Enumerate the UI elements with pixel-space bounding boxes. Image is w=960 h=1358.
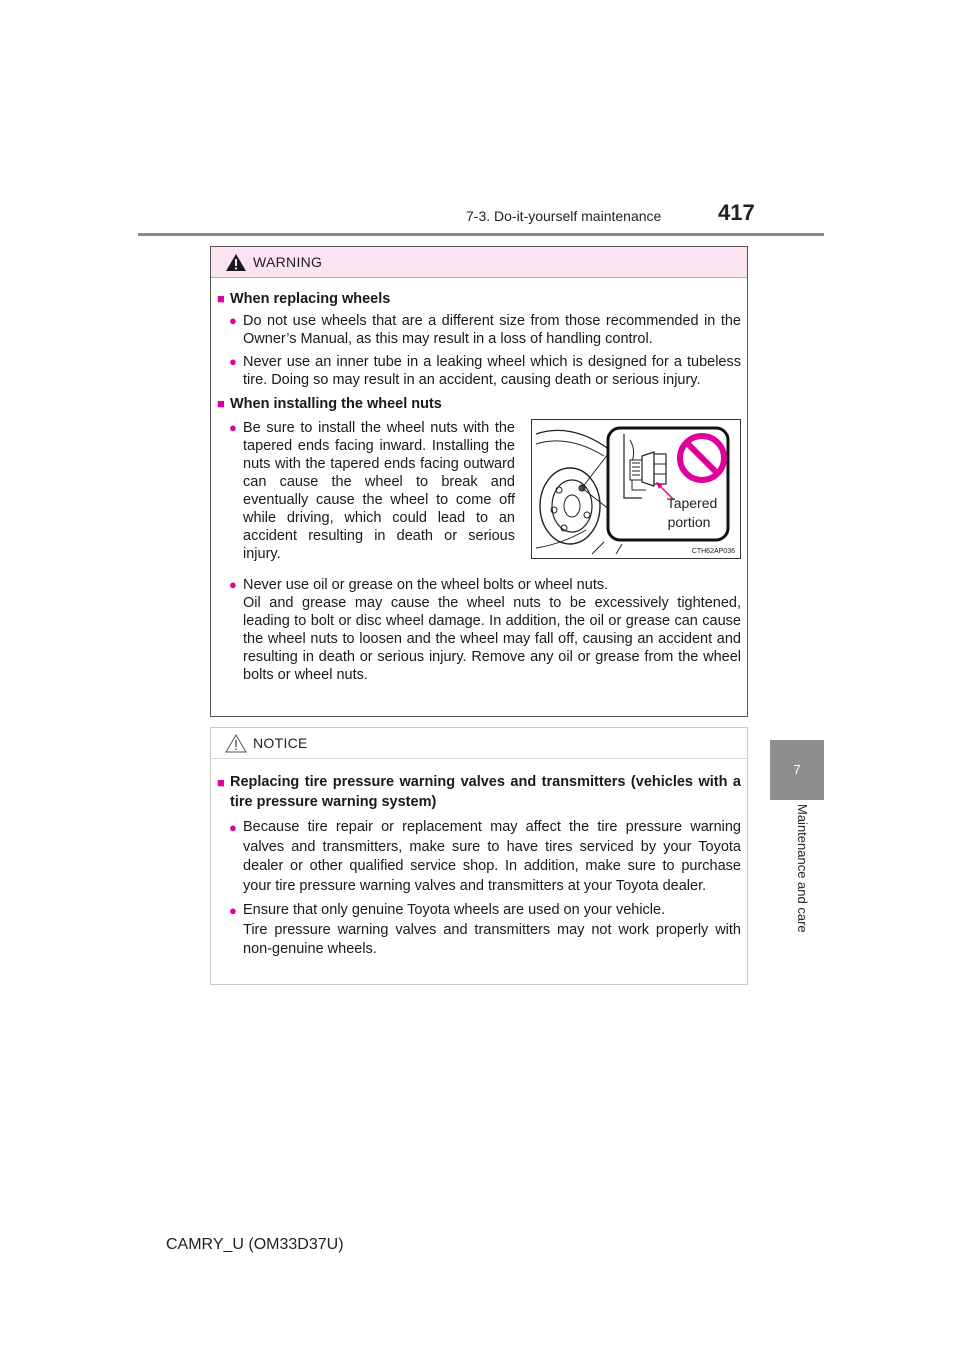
list-item-line: Tire pressure warning valves and transmitters may not work properly with non-genuine wheels.: [243, 921, 741, 957]
list-item: [229, 818, 741, 896]
subheading-text: Replacing tire pressure warning valves and transmitters (vehicles with a tire pressure warning system): [230, 774, 741, 810]
list-item: [229, 353, 741, 389]
subheading-text: When installing the wheel nuts: [230, 396, 442, 412]
list-item: [229, 419, 515, 563]
list-item-text: Because tire repair or replacement may affect the tire pressure warning valves and transmitters, make sure to have tires serviced by your Toyota dealer or other qualified service shop. In addition, make sure to purchase your tire pressure warning valves and transmitters at your Toyota dealer.: [243, 819, 741, 894]
round-bullet-icon: ●: [229, 820, 237, 835]
round-bullet-icon: ●: [229, 420, 237, 435]
round-bullet-icon: ●: [229, 577, 237, 592]
wheel-nut-illustration: [531, 419, 741, 559]
square-bullet-icon: ■: [217, 396, 225, 411]
subheading-installing-nuts: [217, 395, 741, 413]
square-bullet-icon: ■: [217, 775, 225, 790]
wheel-nut-drawing: [532, 420, 740, 558]
list-item-text: [243, 901, 741, 960]
list-item: [229, 312, 741, 348]
subheading-tire-pressure: [217, 773, 741, 812]
section-title: 7-3. Do-it-yourself maintenance: [466, 208, 662, 224]
subheading-text: When replacing wheels: [230, 291, 391, 307]
wheel-nut-row: [217, 419, 741, 568]
notice-body: [211, 759, 747, 960]
notice-title: NOTICE: [253, 735, 308, 751]
warning-header: [211, 247, 747, 278]
square-bullet-icon: ■: [217, 291, 225, 306]
list-item-text: Do not use wheels that are a different size from those recommended in the Owner’s Manual, as this may result in a loss of handling control.: [243, 313, 741, 347]
list-item-text: [243, 576, 741, 684]
warning-title: WARNING: [253, 254, 323, 270]
caution-triangle-icon: [225, 734, 247, 753]
callout-tapered: Tapered: [666, 495, 718, 511]
list-item-line: Ensure that only genuine Toyota wheels are used on your vehicle.: [243, 902, 666, 918]
notice-box: [210, 727, 748, 985]
page-number: 417: [718, 200, 755, 225]
subheading-replacing-wheels: [217, 290, 741, 308]
manual-code: CAMRY_U (OM33D37U): [166, 1236, 344, 1253]
list-item-line: Oil and grease may cause the wheel nuts to be excessively tightened, leading to bolt or disc wheel damage. In addition, the oil or grease can cause the wheel nuts to loosen and the wheel may fall off, causing an accident and resulting in death or serious injury. Remove any oil or grease from the wheel bolts or wheel nuts.: [243, 595, 741, 683]
chapter-number: 7: [793, 762, 801, 777]
chapter-tab: [770, 740, 824, 800]
list-item-text: Be sure to install the wheel nuts with the tapered ends facing inward. Installing the nuts with the tapered ends facing outward can cause the wheel to break and eventually cause the wheel to come off while driving, which could lead to an accident resulting in death or serious injury.: [243, 420, 515, 562]
round-bullet-icon: ●: [229, 354, 237, 369]
list-item-text: Never use an inner tube in a leaking wheel which is designed for a tubeless tire. Doing so may result in an accident, causing death or serious injury.: [243, 354, 741, 388]
warning-box: [210, 246, 748, 717]
round-bullet-icon: ●: [229, 313, 237, 328]
round-bullet-icon: ●: [229, 903, 237, 918]
list-item-line: Never use oil or grease on the wheel bolts or wheel nuts.: [243, 577, 609, 593]
notice-header: [211, 728, 747, 759]
header-divider: [138, 233, 824, 236]
warning-triangle-icon: [225, 253, 247, 272]
warning-body: [211, 278, 747, 684]
list-item: [229, 576, 741, 684]
figure-code: CTH62AP036: [691, 548, 735, 555]
list-item: [229, 901, 741, 960]
chapter-label: Maintenance and care: [795, 804, 810, 933]
callout-portion: portion: [667, 514, 711, 530]
